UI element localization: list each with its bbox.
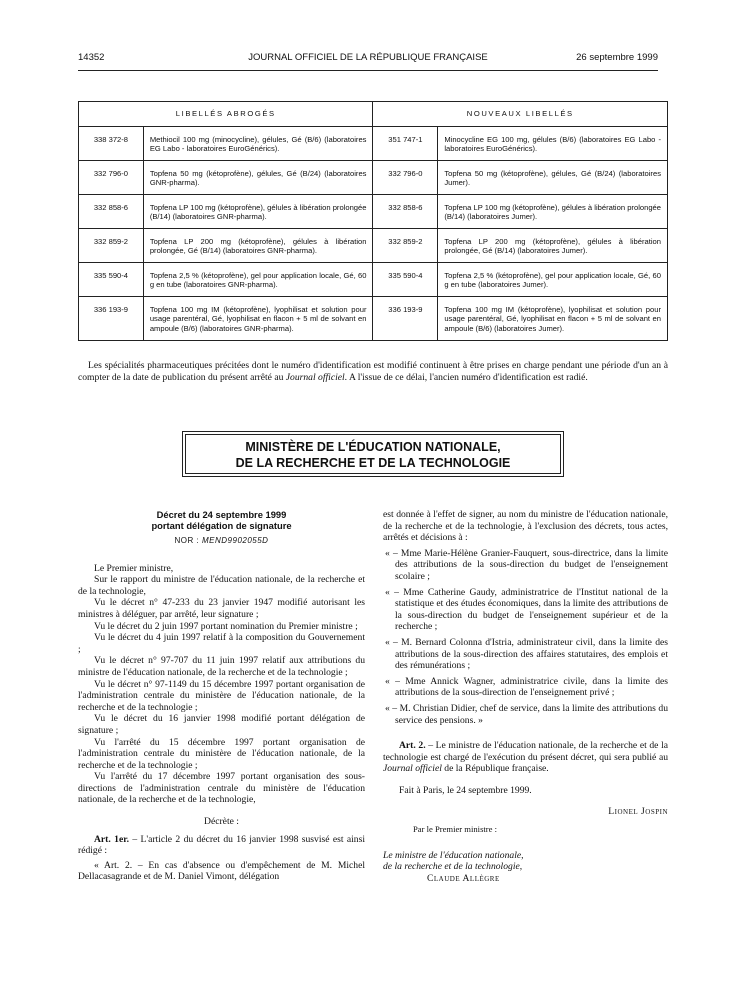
old-code: 332 858-6 <box>79 195 144 229</box>
old-code: 336 193-9 <box>79 297 144 341</box>
table-row <box>79 229 668 263</box>
ministry-line-1: MINISTÈRE DE L'ÉDUCATION NATIONALE, <box>245 440 501 454</box>
header-new: NOUVEAUX LIBELLÉS <box>373 102 668 127</box>
par-le-premier-ministre: Par le Premier ministre : <box>413 824 498 835</box>
table-row <box>79 127 668 161</box>
old-code: 335 590-4 <box>79 263 144 297</box>
new-code: 351 747-1 <box>373 127 438 161</box>
new-code: 335 590-4 <box>373 263 438 297</box>
delegation-continuation: est donnée à l'effet de signer, au nom du ministre de l'éducation nationale, de la recherche et de la technologie, à l'exclusion des décrets, tous actes, arrêtés et décisions à : <box>383 509 668 544</box>
journal-title: JOURNAL OFFICIEL DE LA RÉPUBLIQUE FRANÇAISE <box>248 52 488 63</box>
new-label: Topfena 50 mg (kétoprofène), gélules, Gé (B/24) (laboratoires Jumer). <box>438 161 668 195</box>
new-label: Topfena LP 100 mg (kétoprofène), gélules à libération prolongée (B/14) (laboratoires Jumer). <box>438 195 668 229</box>
decree-intro: Le Premier ministre, <box>94 562 174 574</box>
article-1: Art. 1er. – L'article 2 du décret du 16 janvier 1998 susvisé est ainsi rédigé : <box>78 833 365 857</box>
new-label: Topfena 100 mg IM (kétoprofène), lyophilisat et solution pour usage parentéral, Gé, lyophilisat en flacon + 5 ml de solvant en ampoule (B/6) (laboratoires Jumer). <box>438 297 668 341</box>
minister-title-2: de la recherche et de la technologie, <box>383 861 523 873</box>
page-header <box>78 52 658 66</box>
ministry-line-2: DE LA RECHERCHE ET DE LA TECHNOLOGIE <box>235 456 511 470</box>
article-1-quote: « Art. 2. – En cas d'absence ou d'empêchement de M. Michel Dellacasagrande et de M. Daniel Vimont, délégation <box>78 859 365 883</box>
old-label: Topfena 50 mg (kétoprofène), gélules, Gé (B/24) (laboratoires GNR-pharma). <box>143 161 373 195</box>
old-label: Topfena LP 100 mg (kétoprofène), gélules à libération prolongée (B/14) (laboratoires GNR-pharma). <box>143 195 373 229</box>
decree-title: Décret du 24 septembre 1999 <box>156 509 287 520</box>
header-abrogated: LIBELLÉS ABROGÉS <box>79 102 373 127</box>
old-code: 332 859-2 <box>79 229 144 263</box>
new-code: 332 859-2 <box>373 229 438 263</box>
new-code: 332 858-6 <box>373 195 438 229</box>
decree-right-column <box>383 509 668 884</box>
old-label: Topfena LP 200 mg (kétoprofène), gélules à libération prolongée, Gé (B/14) (laboratoires GNR-pharma). <box>143 229 373 263</box>
new-label: Minocycline EG 100 mg, gélules (B/6) (laboratoires EG Labo - laboratoires EuroGénérics). <box>438 127 668 161</box>
visa: Vu le décret n° 97-1149 du 15 décembre 1997 portant organisation de l'administration centrale du ministère de l'éducation nationale, de la recherche et de la technologie ; <box>78 678 365 713</box>
done-at: Fait à Paris, le 24 septembre 1999. <box>399 784 532 796</box>
delegate-item: « – M. Christian Didier, chef de service, dans la limite des attributions du service des pensions. » <box>385 702 668 726</box>
signature-prime-minister: Lionel Jospin <box>608 806 668 818</box>
medication-table <box>78 101 668 341</box>
new-code: 336 193-9 <box>373 297 438 341</box>
table-note: Les spécialités pharmaceutiques précitées dont le numéro d'identification est modifié continuent à être prises en charge pendant une période d'un an à compter de la date de publication du présent arrêté au Journal officiel. A l'issue de ce délai, l'ancien numéro d'identification est radié. <box>78 360 668 383</box>
header-rule <box>78 70 658 71</box>
table-row <box>79 297 668 341</box>
table-row <box>79 161 668 195</box>
table-row <box>79 263 668 297</box>
old-label: Topfena 100 mg IM (kétoprofène), lyophilisat et solution pour usage parentéral, Gé, lyophilisat en flacon + 5 ml de solvant en ampoule (B/6) (laboratoires GNR-pharma). <box>143 297 373 341</box>
delegate-item: « – Mme Marie-Hélène Granier-Fauquert, sous-directrice, dans la limite des attributions de la sous-direction du budget de l'enseignement scolaire ; <box>385 547 668 582</box>
old-code: 338 372-8 <box>79 127 144 161</box>
visa: Vu le décret du 4 juin 1997 relatif à la composition du Gouvernement ; <box>78 632 365 655</box>
visa: Sur le rapport du ministre de l'éducation nationale, de la recherche et de la technologie, <box>78 574 365 597</box>
delegate-item: « – Mme Annick Wagner, administratrice civile, dans la limite des attributions de la sous-direction de l'enseignement privé ; <box>385 675 668 699</box>
old-label: Topfena 2,5 % (kétoprofène), gel pour application locale, Gé, 60 g en tube (laboratoires GNR-pharma). <box>143 263 373 297</box>
ministry-heading-box <box>182 431 564 477</box>
new-label: Topfena 2,5 % (kétoprofène), gel pour application locale, Gé, 60 g en tube (laboratoires Jumer). <box>438 263 668 297</box>
decrete-heading: Décrète : <box>204 816 239 828</box>
nor-reference: NOR : MEND9902055D <box>174 536 269 545</box>
visa: Vu l'arrêté du 15 décembre 1997 portant organisation de l'administration centrale du ministère de l'éducation nationale, de la recherche et de la technologie ; <box>78 736 365 771</box>
old-label: Methiocil 100 mg (minocycline), gélules, Gé (B/6) (laboratoires EG Labo - laboratoires EuroGénérics). <box>143 127 373 161</box>
minister-title-1: Le ministre de l'éducation nationale, <box>383 849 524 861</box>
visa: Vu le décret n° 97-707 du 11 juin 1997 relatif aux attributions du ministre de l'éducation nationale, de la recherche et de la technologie ; <box>78 655 365 678</box>
new-label: Topfena LP 200 mg (kétoprofène), gélules à libération prolongée, Gé (B/14) (laboratoires Jumer). <box>438 229 668 263</box>
visa: Vu le décret n° 47-233 du 23 janvier 1947 modifié autorisant les ministres à déléguer, par arrêté, leur signature ; <box>78 597 365 620</box>
old-code: 332 796-0 <box>79 161 144 195</box>
table-header-row <box>79 102 668 127</box>
visa: Vu l'arrêté du 17 décembre 1997 portant organisation des sous-directions de l'administration centrale du ministère de l'éducation nationale, de la recherche et de la technologie, <box>78 771 365 806</box>
new-code: 332 796-0 <box>373 161 438 195</box>
table-row <box>79 195 668 229</box>
page-number: 14352 <box>78 52 105 63</box>
journal-name: Journal officiel <box>285 371 345 383</box>
signature-minister: Claude Allègre <box>427 872 500 884</box>
delegate-item: « – Mme Catherine Gaudy, administratrice de l'Institut national de la statistique et des études économiques, dans la limite des attributions de la sous-direction du budget de l'enseignement supérieur et de la recherche ; <box>385 586 668 633</box>
visa: Vu le décret du 2 juin 1997 portant nomination du Premier ministre ; <box>94 620 358 632</box>
issue-date: 26 septembre 1999 <box>576 52 658 63</box>
delegate-item: « – M. Bernard Colonna d'Istria, administrateur civil, dans la limite des attributions de la sous-direction des affaires statutaires, des emplois et des rémunérations ; <box>385 636 668 672</box>
decree-left-column <box>78 509 365 883</box>
visa: Vu le décret du 16 janvier 1998 modifié portant délégation de signature ; <box>78 713 365 736</box>
article-2: Art. 2. – Le ministre de l'éducation nationale, de la recherche et de la technologie est chargé de l'exécution du présent décret, qui sera publié au Journal officiel de la République française. <box>383 740 668 775</box>
decree-subtitle: portant délégation de signature <box>151 520 292 531</box>
